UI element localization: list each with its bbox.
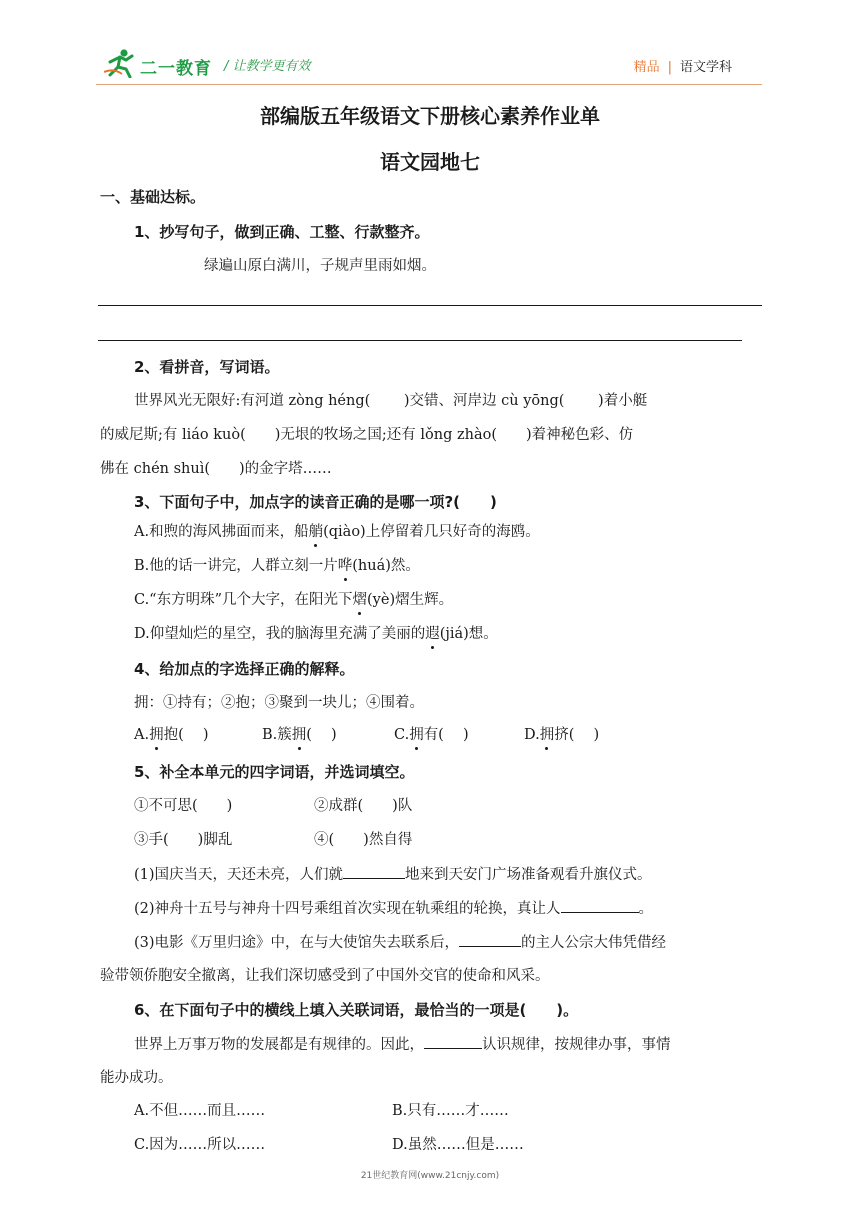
q5-word-1: ①不可思( ) (134, 798, 233, 814)
runner-logo-icon (104, 48, 138, 78)
q5-word-4: ④( )然自得 (314, 832, 413, 848)
q5-sentence-3-cont: 验带领侨胞安全撤离，让我们深切感受到了中国外交官的使命和风采。 (100, 968, 550, 984)
q2-line-2: 的威尼斯;有 liáo kuò( )无垠的牧场之国;还有 lǒng zhào( )着神秘色彩、仿 (100, 427, 634, 443)
q3-option-d: D.仰望灿烂的星空，我的脑海里充满了美丽的遐(jiá)想。 (134, 626, 498, 642)
q3-option-a: A.和煦的海风拂面而来，船艄(qiào)上停留着几只好奇的海鸥。 (134, 524, 540, 540)
q3-heading: 3、下面句子中，加点字的读音正确的是哪一项?( ) (134, 493, 497, 511)
q6-line-2: 能办成功。 (100, 1070, 173, 1086)
q3-option-b: B.他的话一讲完，人群立刻一片哗(huá)然。 (134, 558, 420, 574)
page-footer: 21世纪教育网(www.21cnjy.com) (360, 1171, 500, 1181)
page-subtitle: 语文园地七 (380, 150, 480, 174)
subject-label: 语文学科 (679, 60, 732, 75)
q6-heading: 6、在下面句子中的横线上填入关联词语，最恰当的一项是( )。 (134, 1001, 579, 1019)
logo-text: 二一教育 (140, 59, 212, 79)
quality-label: 精品 (633, 60, 660, 75)
q4-option-a: A.拥抱( ) (134, 727, 209, 743)
header-divider (96, 84, 762, 85)
fill-blank (561, 898, 639, 913)
q1-sentence: 绿遍山原白满川，子规声里雨如烟。 (204, 258, 436, 274)
writing-line-2 (98, 340, 742, 341)
section-heading: 一、基础达标。 (100, 188, 206, 206)
q4-option-b: B.簇拥( ) (262, 727, 337, 743)
slogan: / 让教学更有效 (224, 59, 311, 74)
q1-heading: 1、抄写句子，做到正确、工整、行款整齐。 (134, 223, 430, 241)
fill-blank (424, 1034, 482, 1049)
q5-heading: 5、补全本单元的四字词语，并选词填空。 (134, 763, 415, 781)
fill-blank (459, 932, 521, 947)
q6-line-1: 世界上万事万物的发展都是有规律的。因此， 认识规律，按规律办事，事情 (134, 1034, 671, 1055)
q6-option-b: B.只有……才…… (392, 1103, 509, 1119)
q6-option-c: C.因为……所以…… (134, 1137, 266, 1153)
q4-heading: 4、给加点的字选择正确的解释。 (134, 660, 355, 678)
q6-option-a: A.不但……而且…… (134, 1103, 266, 1119)
page-header (0, 0, 860, 90)
q4-option-c: C.拥有( ) (394, 727, 469, 743)
q5-sentence-3: (3)电影《万里归途》中，在与大使馆失去联系后， 的主人公宗大伟凭借经 (134, 932, 666, 953)
q3-option-c: C.“东方明珠”几个大字，在阳光下熠(yè)熠生辉。 (134, 592, 454, 608)
q2-heading: 2、看拼音，写词语。 (134, 358, 280, 376)
q6-option-d: D.虽然……但是…… (392, 1137, 524, 1153)
q4-option-d: D.拥挤( ) (524, 727, 600, 743)
q2-line-1: 世界风光无限好:有河道 zòng héng( )交错、河岸边 cù yōng( )着小艇 (134, 393, 648, 409)
fill-blank (343, 864, 405, 879)
q2-line-3: 佛在 chén shuì( )的金字塔…… (100, 461, 332, 477)
header-separator: | (667, 60, 672, 75)
writing-line-1 (98, 305, 762, 306)
q5-sentence-1: (1)国庆当天，天还未亮，人们就 地来到天安门广场准备观看升旗仪式。 (134, 864, 652, 885)
q5-word-3: ③手( )脚乱 (134, 832, 233, 848)
q4-meanings: 拥：①持有；②抱；③聚到一块儿；④围着。 (134, 695, 424, 711)
q5-word-2: ②成群( )队 (314, 798, 413, 814)
header-right (634, 56, 732, 75)
page-title: 部编版五年级语文下册核心素养作业单 (260, 104, 600, 128)
q5-sentence-2: (2)神舟十五号与神舟十四号乘组首次实现在轨乘组的轮换，真让人 。 (134, 898, 653, 919)
